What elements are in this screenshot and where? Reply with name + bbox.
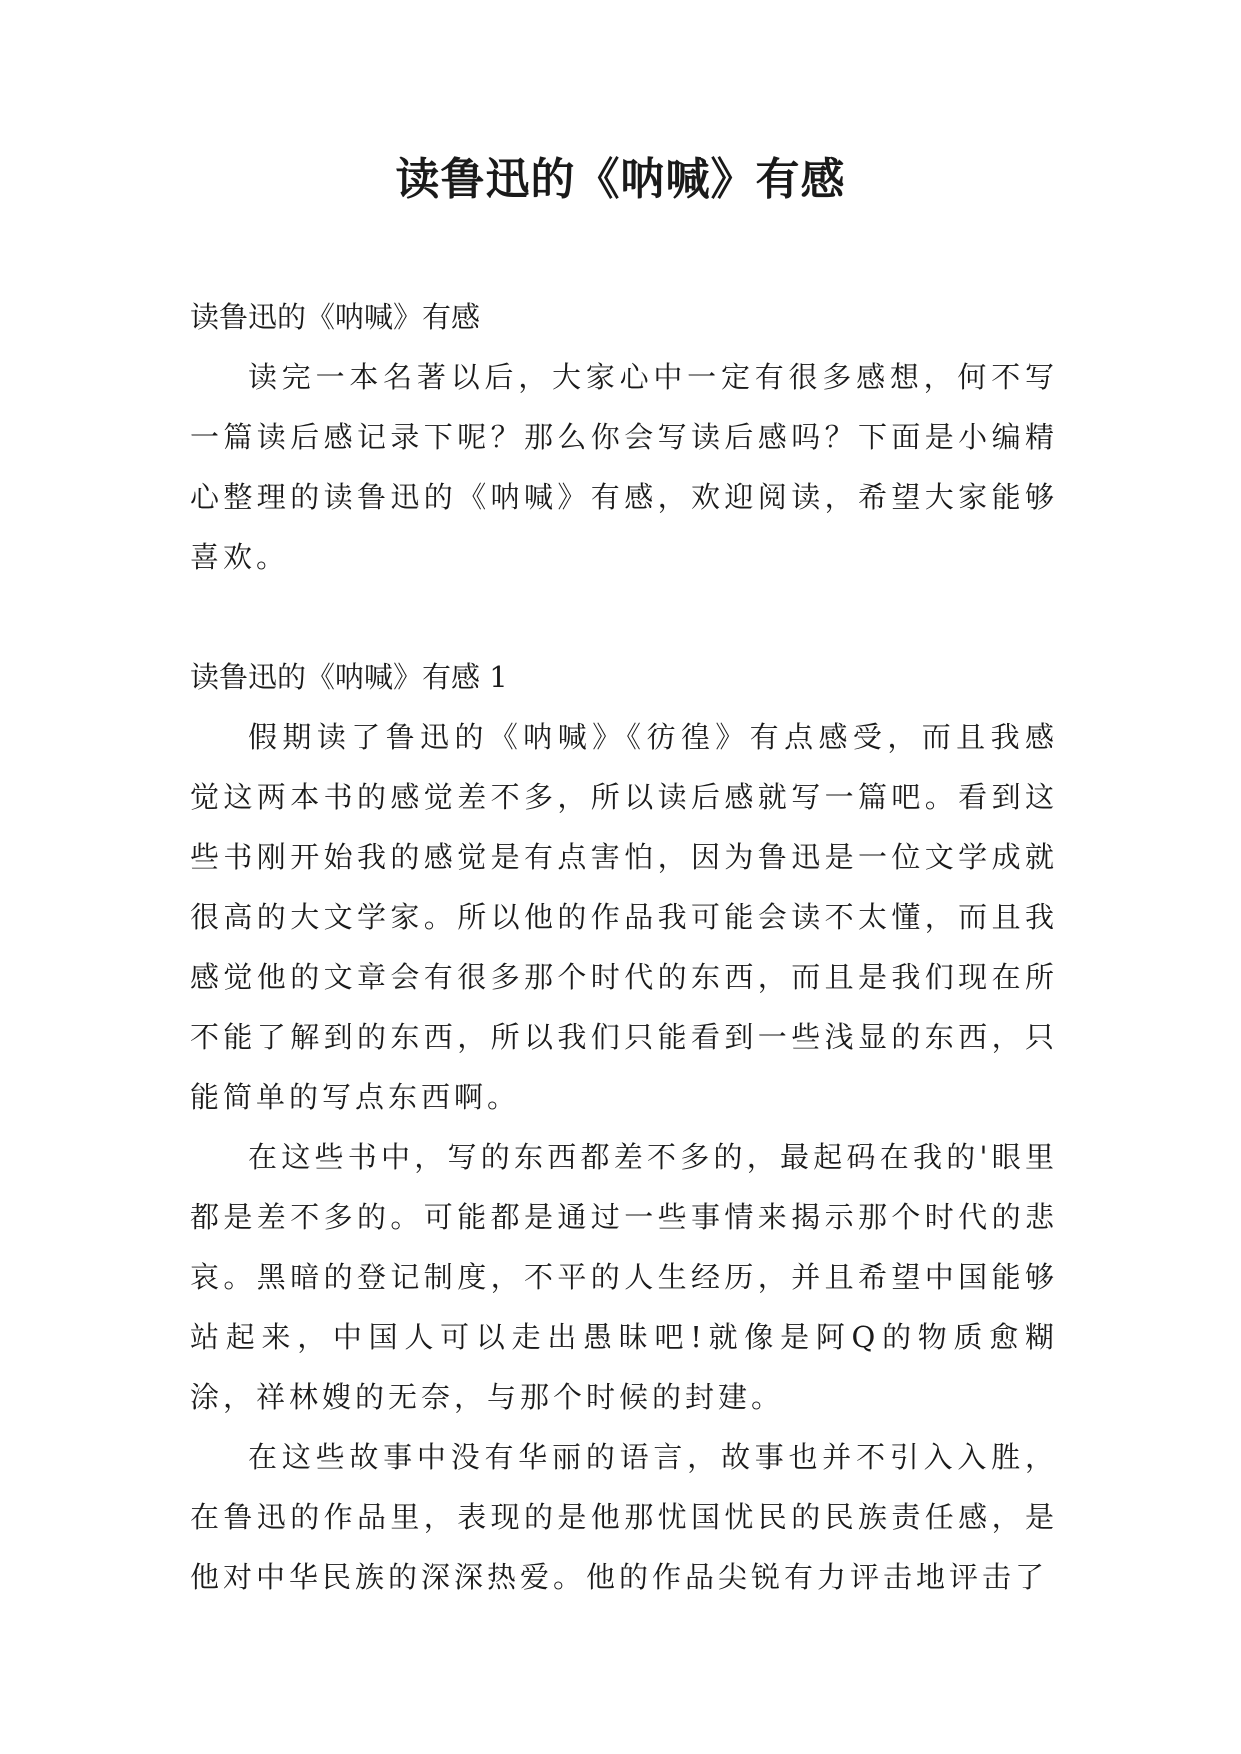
section-1-paragraph-1: 假期读了鲁迅的《呐喊》《彷徨》有点感受，而且我感觉这两本书的感觉差不多，所以读后感就写一篇吧。看到这些书刚开始我的感觉是有点害怕，因为鲁迅是一位文学成就很高的大文学家。所以他的作品我可能会读不太懂，而且我感觉他的文章会有很多那个时代的东西，而且是我们现在所不能了解到的东西，所以我们只能看到一些浅显的东西，只能简单的写点东西啊。	[190, 720, 1058, 1114]
section-1-heading: 读鲁迅的《呐喊》有感 1	[190, 660, 508, 694]
section-1-paragraph-3: 在这些故事中没有华丽的语言，故事也并不引入入胜，在鲁迅的作品里，表现的是他那忧国忧民的民族责任感，是他对中华民族的深深热爱。他的作品尖锐有力评击地评击了	[190, 1440, 1058, 1594]
intro-paragraph: 读完一本名著以后，大家心中一定有很多感想，何不写一篇读后感记录下呢？那么你会写读后感吗？下面是小编精心整理的读鲁迅的《呐喊》有感，欢迎阅读，希望大家能够喜欢。	[190, 360, 1058, 574]
section-spacer	[190, 587, 1058, 647]
document-body	[190, 287, 1058, 1607]
intro-heading: 读鲁迅的《呐喊》有感	[190, 300, 481, 334]
document-title: 读鲁迅的《呐喊》有感	[395, 154, 846, 205]
section-1-paragraph-2: 在这些书中，写的东西都差不多的，最起码在我的'眼里都是差不多的。可能都是通过一些事情来揭示那个时代的悲哀。黑暗的登记制度，不平的人生经历，并且希望中国能够站起来，中国人可以走出愚昧吧!就像是阿Q的物质愈糊涂，祥林嫂的无奈，与那个时候的封建。	[190, 1140, 1058, 1414]
